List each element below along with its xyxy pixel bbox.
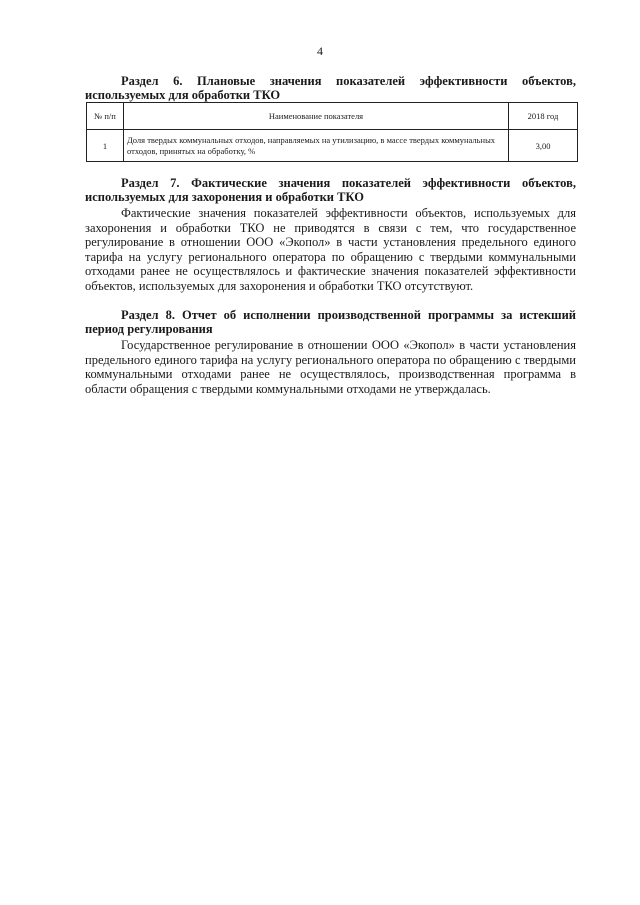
row-no: 1 <box>87 130 124 162</box>
header-no: № п/п <box>87 103 124 130</box>
header-year: 2018 год <box>509 103 578 130</box>
table-row <box>87 130 578 162</box>
row-value: 3,00 <box>509 130 578 162</box>
section8-body: Государственное регулирование в отношении ООО «Экопол» в части установления предельного единого тарифа на услугу регионального оператора по обращению с твердыми коммунальными отходами ранее не осуществлялось, производственная программа в области обращения с твердыми коммунальными отходами не утверждалась. <box>85 338 576 396</box>
section7-heading: Раздел 7. Фактические значения показателей эффективности объектов, используемых для захоронения и обработки ТКО <box>85 176 576 204</box>
header-name: Наименование показателя <box>124 103 509 130</box>
section7-body: Фактические значения показателей эффективности объектов, используемых для захоронения и обработки ТКО не приводятся в связи с тем, что государственное регулирование в отношении ООО «Экопол» в части установления предельного единого тарифа на услугу регионального оператора по обращению с твердыми коммунальными отходами ранее не осуществлялось и фактические значения показателей эффективности объектов, используемых для захоронения и обработки ТКО отсутствуют. <box>85 206 576 293</box>
section6-table <box>86 102 578 162</box>
section8-heading: Раздел 8. Отчет об исполнении производственной программы за истекший период регулирования <box>85 308 576 336</box>
page-number: 4 <box>317 44 323 58</box>
table-header-row <box>87 103 578 130</box>
row-name: Доля твердых коммунальных отходов, направляемых на утилизацию, в массе твердых коммунальных отходов, принятых на обработку, % <box>124 130 509 162</box>
section6-heading: Раздел 6. Плановые значения показателей эффективности объектов, используемых для обработки ТКО <box>85 74 576 102</box>
